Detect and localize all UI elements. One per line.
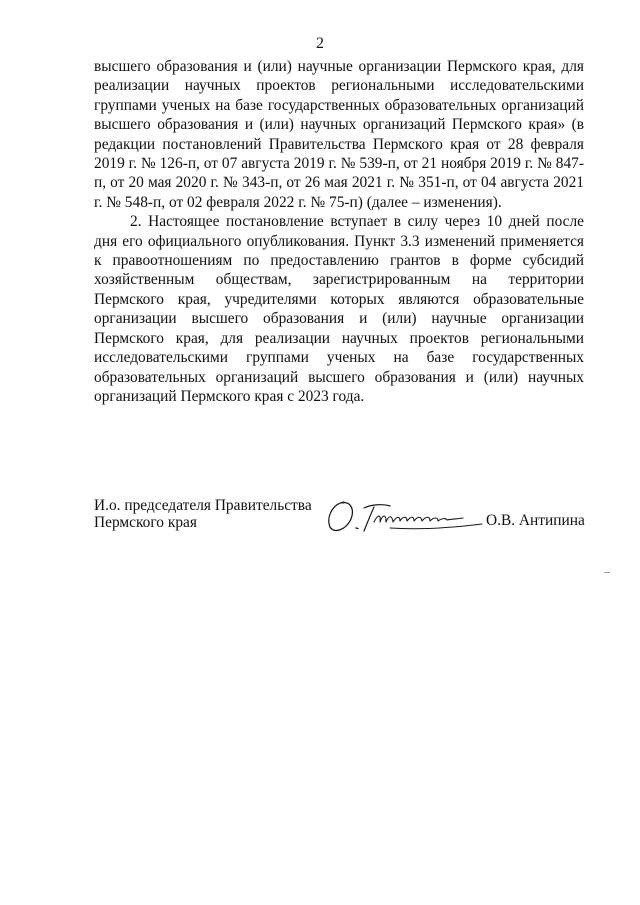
paragraph-continuation: высшего образования и (или) научные организации Пермского края, для реализации научных проектов региональными исследовательскими группами ученых на базе государственных образовательных организаций высшего образования и (или) научных организаций Пермского края» (в редакции постановлений Правительства Пермского края от 28 февраля 2019 г. № 126-п, от 07 августа 2019 г. № 539-п, от 21 ноября 2019 г. № 847-п, от 20 мая 2020 г. № 343-п, от 26 мая 2021 г. № 351-п, от 04 августа 2021 г. № 548-п, от 02 февраля 2022 г. № 75-п) (далее – изменения). xyxy=(94,58,584,211)
signer-name: О.В. Антипина xyxy=(486,512,585,529)
document-body xyxy=(94,57,584,406)
page-number: 2 xyxy=(316,35,324,52)
signer-position xyxy=(94,497,334,531)
signer-position-line-2: Пермского края xyxy=(94,514,197,531)
paragraph-effective-date: 2. Настоящее постановление вступает в силу через 10 дней после дня его официального опубликования. Пункт 3.3 изменений применяется к правоотношениям по предоставлению грантов в форме субсидий хозяйственным обществам, зарегистрированным на территории Пермского края, учредителями которых являются образовательные организации высшего образования и (или) научные организации Пермского края, для реализации научных проектов региональными исследовательскими группами ученых на базе государственных образовательных организаций высшего образования и (или) научных организаций Пермского края с 2023 года. xyxy=(94,213,584,405)
margin-mark xyxy=(604,572,610,573)
handwritten-signature-icon xyxy=(320,494,490,538)
signature-block xyxy=(94,497,594,541)
signer-position-line-1: И.о. председателя Правительства xyxy=(94,497,312,514)
